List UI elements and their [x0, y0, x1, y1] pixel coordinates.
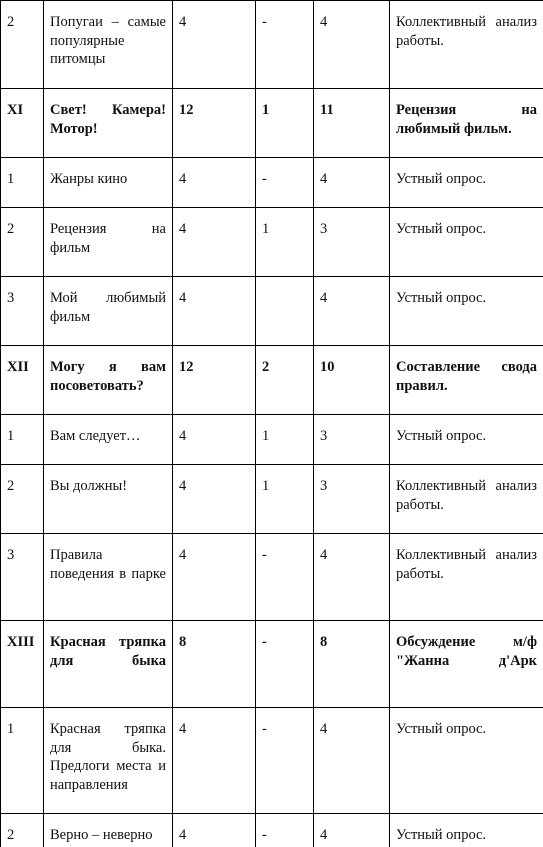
row-number: 3 [1, 277, 44, 346]
row-number: 2 [1, 208, 44, 277]
theory-hours-cell: 1 [256, 89, 314, 158]
section-title: Свет! Камера! Мотор! [44, 89, 173, 158]
topic-cell: Верно – неверно [44, 814, 173, 847]
topic-cell: Рецензия на фильм [44, 208, 173, 277]
row-number: 2 [1, 814, 44, 847]
topic-cell: Красная тряпка для быка. Предлоги места и направления [44, 708, 173, 814]
theory-hours-cell [256, 277, 314, 346]
section-number: XII [1, 346, 44, 415]
section-title: Могу я вам посоветовать? [44, 346, 173, 415]
total-hours-cell: 4 [173, 814, 256, 847]
control-form-cell: Составление свода правил. [390, 346, 543, 415]
table-row [1, 814, 543, 847]
total-hours-cell: 4 [173, 158, 256, 208]
total-hours-cell: 12 [173, 89, 256, 158]
row-number: 2 [1, 1, 44, 89]
control-form-cell: Коллективный анализ работы. [390, 1, 543, 89]
topic-cell: Правила поведения в парке [44, 534, 173, 621]
theory-hours-cell: 2 [256, 346, 314, 415]
control-form-cell: Устный опрос. [390, 208, 543, 277]
section-row [1, 346, 543, 415]
table-row [1, 277, 543, 346]
table-row [1, 534, 543, 621]
theory-hours-cell: - [256, 534, 314, 621]
total-hours-cell: 4 [173, 465, 256, 534]
row-number: 1 [1, 158, 44, 208]
table-row [1, 1, 543, 89]
theory-hours-cell: - [256, 1, 314, 89]
total-hours-cell: 4 [173, 208, 256, 277]
practice-hours-cell: 3 [314, 415, 390, 465]
topic-cell: Вам следует… [44, 415, 173, 465]
total-hours-cell: 4 [173, 1, 256, 89]
practice-hours-cell: 4 [314, 534, 390, 621]
control-form-cell: Рецензия на любимый фильм. [390, 89, 543, 158]
theory-hours-cell: - [256, 708, 314, 814]
control-form-cell: Устный опрос. [390, 415, 543, 465]
theory-hours-cell: 1 [256, 415, 314, 465]
practice-hours-cell: 3 [314, 208, 390, 277]
section-title: Красная тряпка для быка [44, 621, 173, 708]
table-row [1, 708, 543, 814]
section-number: XIII [1, 621, 44, 708]
table-row [1, 208, 543, 277]
topic-cell: Жанры кино [44, 158, 173, 208]
practice-hours-cell: 10 [314, 346, 390, 415]
practice-hours-cell: 4 [314, 277, 390, 346]
practice-hours-cell: 8 [314, 621, 390, 708]
theory-hours-cell: - [256, 621, 314, 708]
row-number: 3 [1, 534, 44, 621]
control-form-cell: Устный опрос. [390, 158, 543, 208]
practice-hours-cell: 4 [314, 814, 390, 847]
table-row [1, 465, 543, 534]
control-form-cell: Устный опрос. [390, 814, 543, 847]
control-form-cell: Коллективный анализ работы. [390, 465, 543, 534]
section-row [1, 621, 543, 708]
row-number: 2 [1, 465, 44, 534]
control-form-cell: Устный опрос. [390, 277, 543, 346]
theory-hours-cell: 1 [256, 465, 314, 534]
practice-hours-cell: 3 [314, 465, 390, 534]
theory-hours-cell: - [256, 814, 314, 847]
practice-hours-cell: 4 [314, 708, 390, 814]
total-hours-cell: 4 [173, 708, 256, 814]
row-number: 1 [1, 708, 44, 814]
table-row [1, 158, 543, 208]
section-number: XI [1, 89, 44, 158]
total-hours-cell: 8 [173, 621, 256, 708]
row-number: 1 [1, 415, 44, 465]
total-hours-cell: 4 [173, 415, 256, 465]
topic-cell: Мой любимый фильм [44, 277, 173, 346]
topic-cell: Вы должны! [44, 465, 173, 534]
control-form-cell: Коллективный анализ работы. [390, 534, 543, 621]
section-row [1, 89, 543, 158]
practice-hours-cell: 4 [314, 158, 390, 208]
practice-hours-cell: 4 [314, 1, 390, 89]
theory-hours-cell: 1 [256, 208, 314, 277]
total-hours-cell: 4 [173, 277, 256, 346]
topic-cell: Попугаи – самые популярные питомцы [44, 1, 173, 89]
total-hours-cell: 4 [173, 534, 256, 621]
theory-hours-cell: - [256, 158, 314, 208]
table-row [1, 415, 543, 465]
control-form-cell: Обсуждение м/ф "Жанна д'Арк [390, 621, 543, 708]
total-hours-cell: 12 [173, 346, 256, 415]
control-form-cell: Устный опрос. [390, 708, 543, 814]
practice-hours-cell: 11 [314, 89, 390, 158]
